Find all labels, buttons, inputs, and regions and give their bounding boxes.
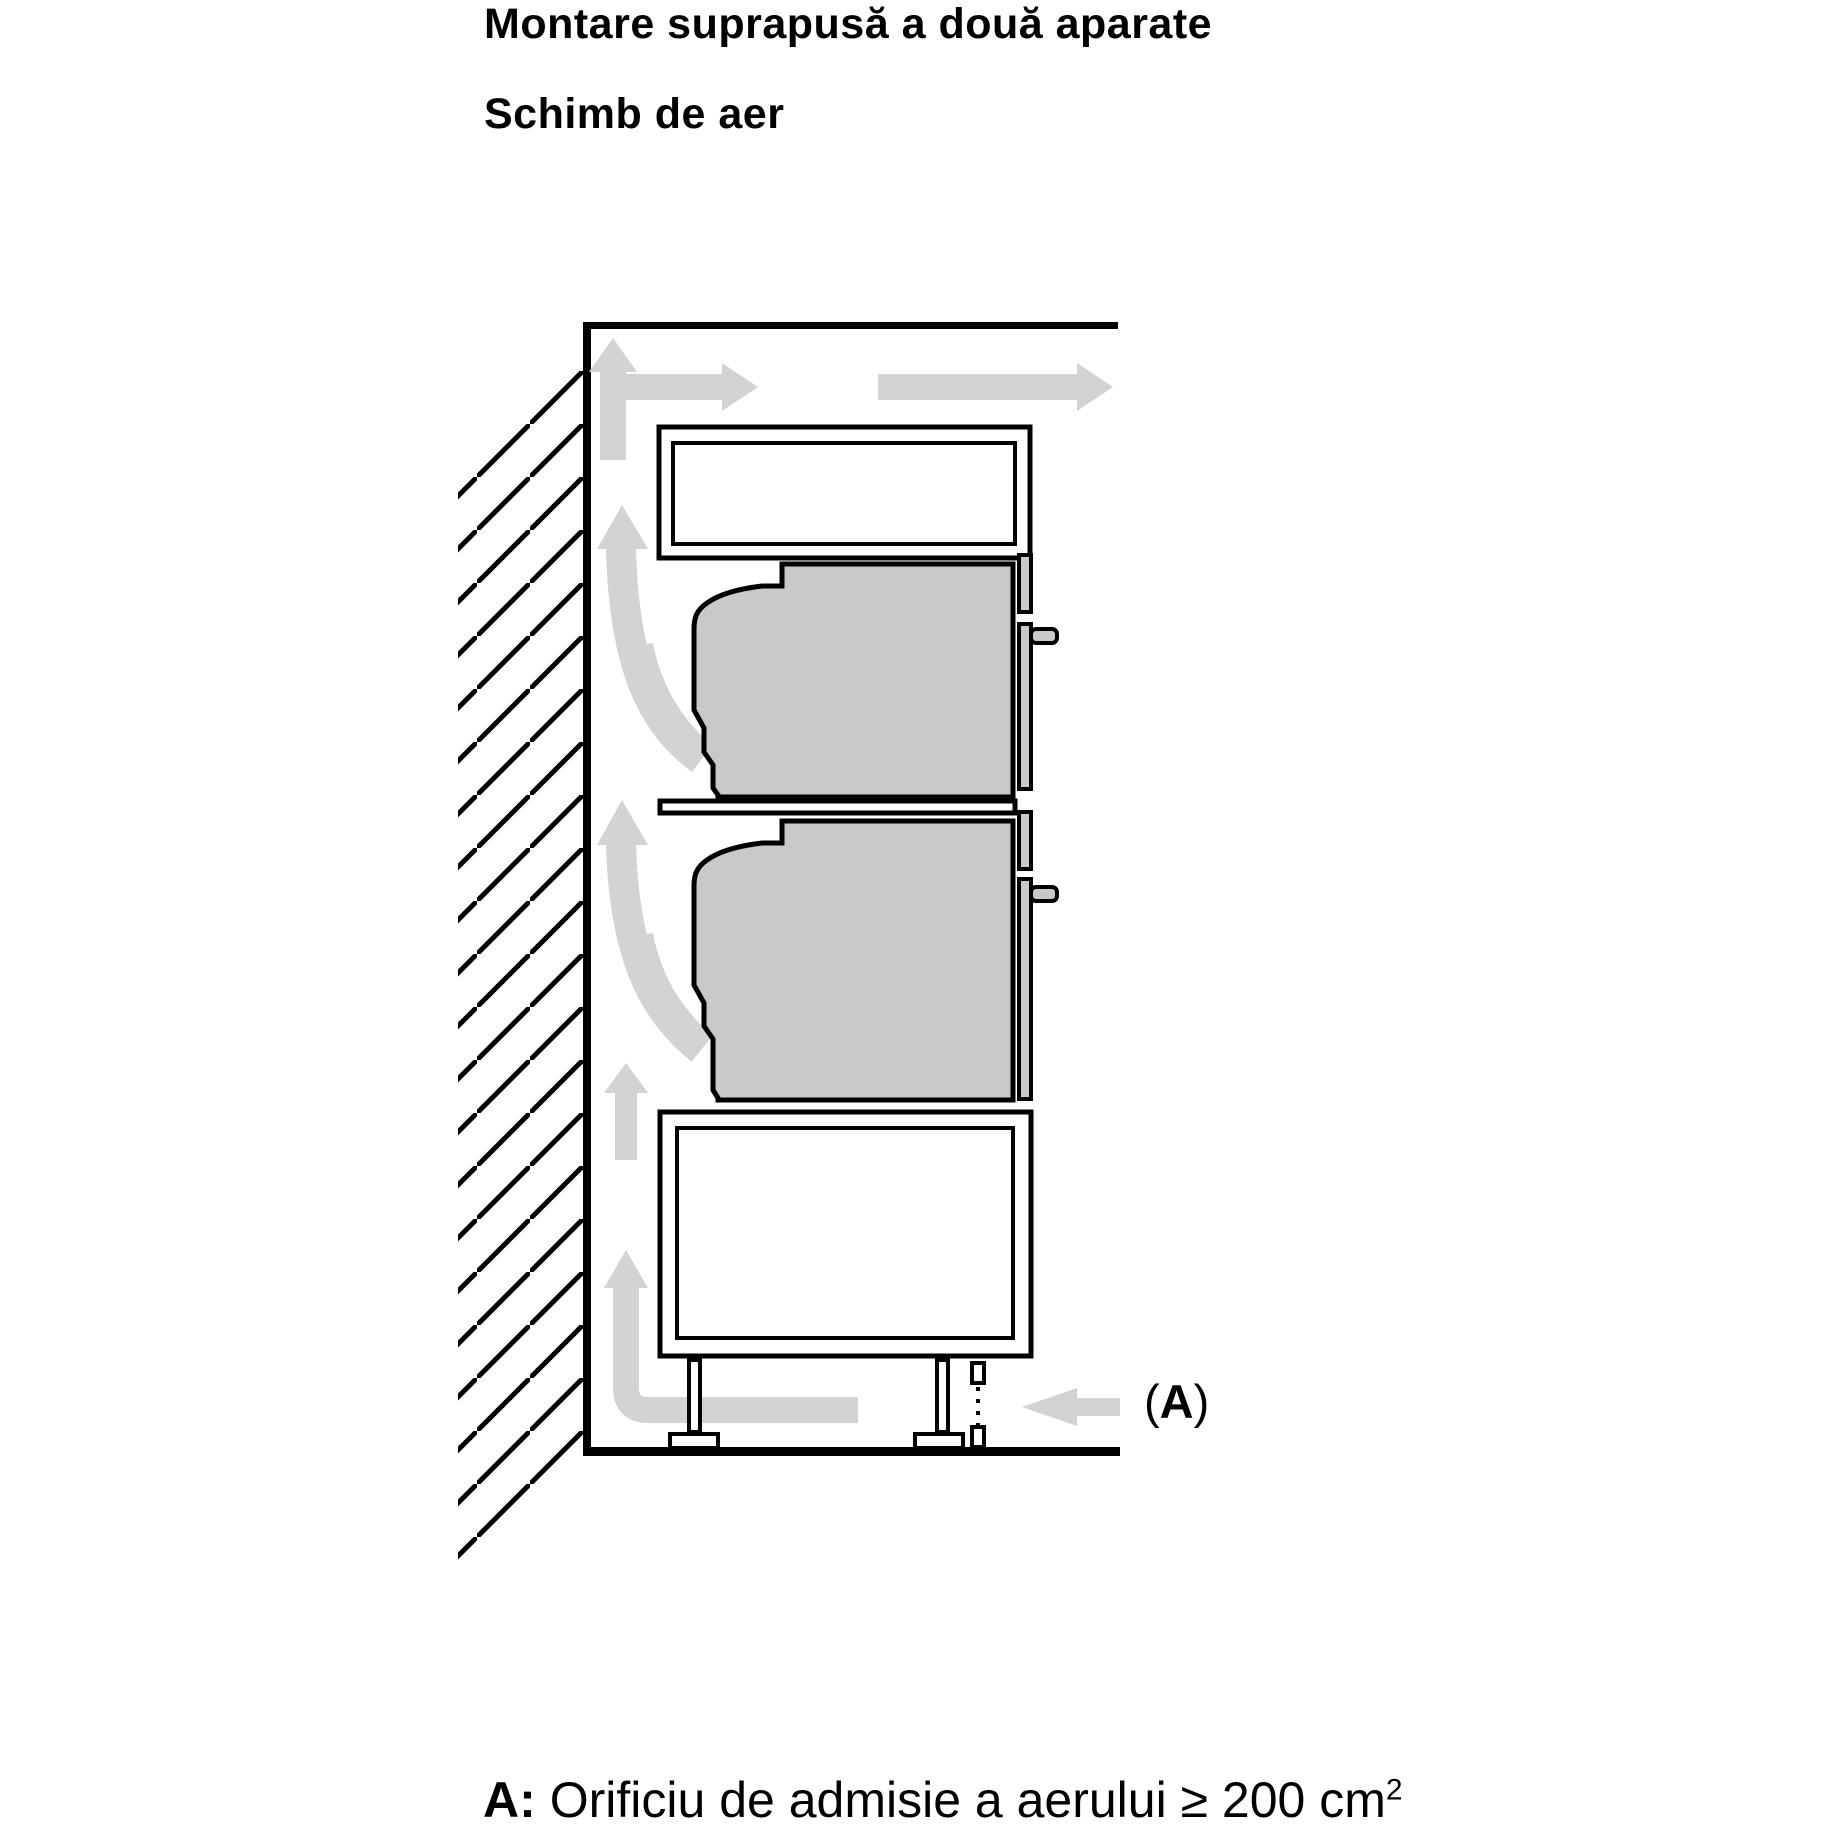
leg-right bbox=[937, 1360, 948, 1432]
inlet-label-close-paren: ) bbox=[1193, 1375, 1210, 1428]
cabinet-top-compartment bbox=[659, 427, 1030, 558]
vent-top-block bbox=[972, 1363, 984, 1383]
airflow-bottom-l-flow-head bbox=[604, 1250, 648, 1288]
airflow-inlet-arrow bbox=[1022, 1388, 1120, 1426]
wall-line bbox=[583, 322, 591, 1456]
caption bbox=[483, 1772, 1403, 1830]
ceiling-line bbox=[583, 322, 1118, 329]
oven-lower-control-strip bbox=[1019, 812, 1031, 869]
foot-right bbox=[915, 1434, 963, 1448]
oven-lower-body bbox=[694, 821, 1013, 1100]
caption-superscript: 2 bbox=[1385, 1773, 1403, 1807]
caption-prefix: A: bbox=[483, 1772, 536, 1828]
vent-bottom-block bbox=[972, 1427, 984, 1447]
airflow-curve-oven2-head bbox=[597, 800, 648, 845]
oven-lower bbox=[694, 812, 1057, 1100]
inlet-label-letter: A bbox=[1159, 1375, 1194, 1428]
airflow-right-arrow-2 bbox=[878, 363, 1113, 411]
caption-text: Orificiu de admisie a aerului ≥ 200 cm bbox=[549, 1772, 1386, 1828]
floor-line bbox=[583, 1447, 1120, 1456]
inlet-label bbox=[1144, 1376, 1209, 1428]
oven-upper-handle bbox=[1031, 629, 1057, 643]
leg-left bbox=[689, 1360, 700, 1432]
wall-hatching bbox=[458, 322, 591, 1581]
section-subtitle: Schimb de aer bbox=[484, 90, 785, 138]
oven-upper bbox=[694, 555, 1057, 797]
oven-upper-body bbox=[694, 564, 1013, 797]
foot-left bbox=[670, 1434, 718, 1448]
oven-lower-handle bbox=[1031, 887, 1057, 901]
airflow-curve-oven1-head bbox=[597, 505, 648, 549]
middle-shelf bbox=[660, 801, 1015, 813]
airflow-up-arrow-mid bbox=[604, 1063, 648, 1160]
bottom-cabinet-inner bbox=[677, 1128, 1013, 1338]
cabinet-bottom-unit bbox=[660, 1112, 1031, 1356]
oven-upper-door-strip bbox=[1019, 624, 1031, 789]
oven-upper-control-strip bbox=[1019, 555, 1031, 612]
top-compartment-inner bbox=[673, 443, 1015, 544]
oven-lower-door-strip bbox=[1019, 879, 1031, 1099]
air-inlet-vent bbox=[972, 1363, 984, 1447]
airflow-right-arrow-1 bbox=[618, 363, 758, 411]
page-title: Montare suprapusă a două aparate bbox=[484, 0, 1213, 48]
inlet-label-open-paren: ( bbox=[1144, 1375, 1160, 1428]
